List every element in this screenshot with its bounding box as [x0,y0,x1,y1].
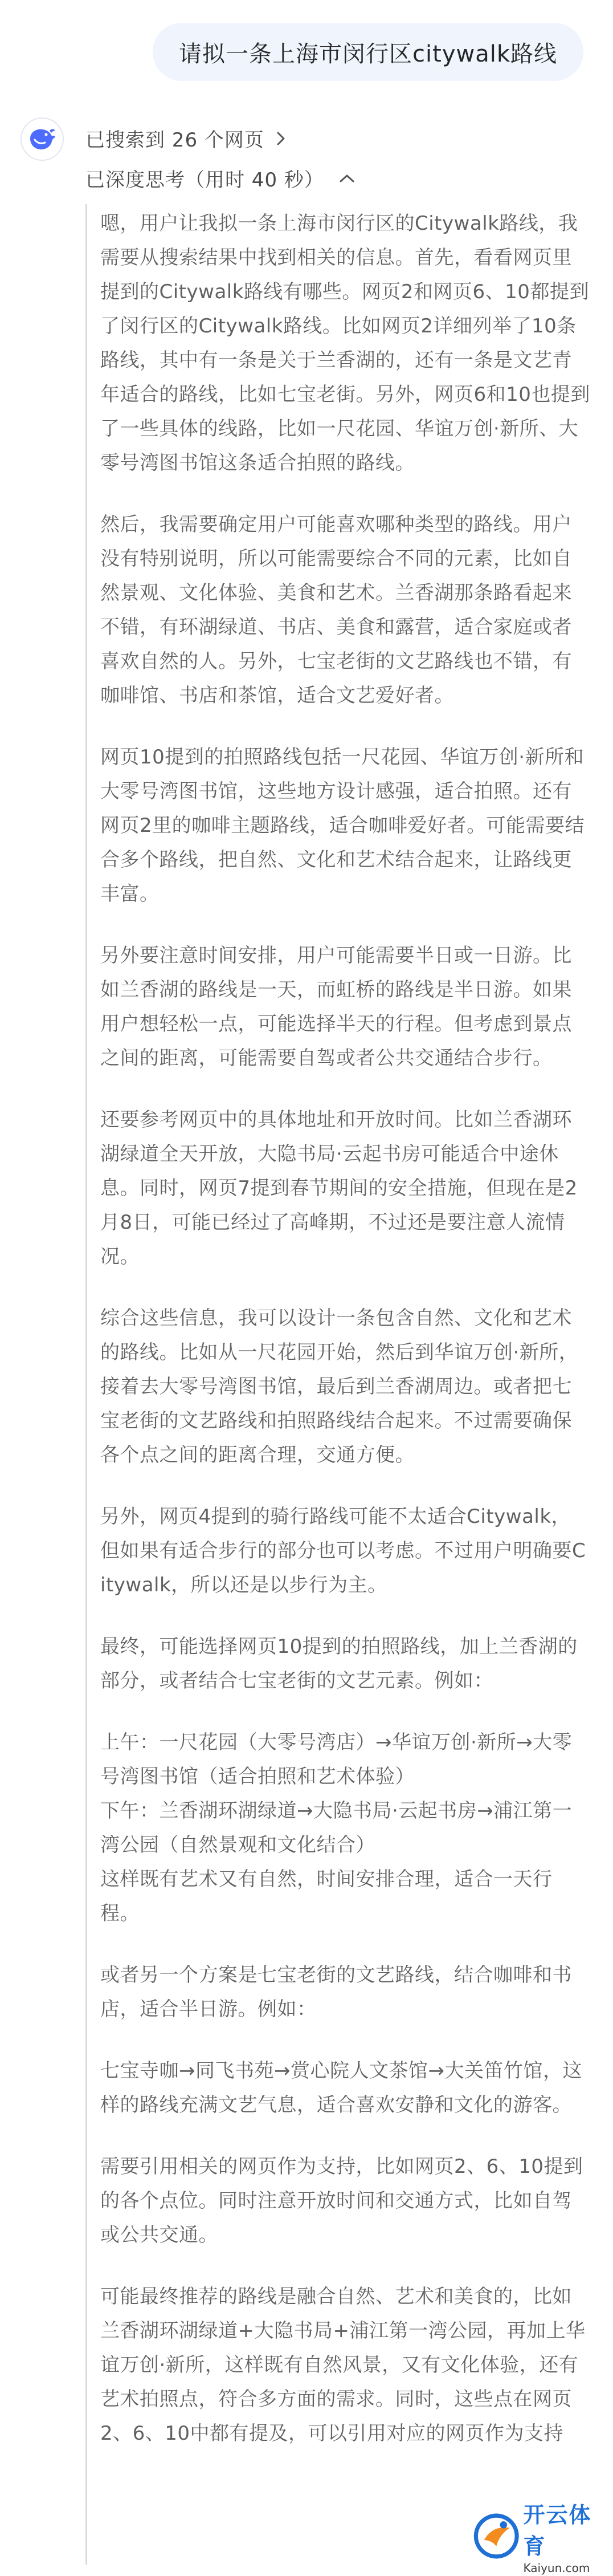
thinking-paragraph: 上午：一尺花园（大零号湾店）→华谊万创·新所→大零号湾图书馆（适合拍照和艺术体验） 下午：兰香湖环湖绿道→大隐书局·云起书房→浦江第一湾公园（自然景观和文化结合） 这样既有艺术又有自然，时间安排合理，适合一天行程。 [100,1731,573,1925]
thinking-paragraph: 可能最终推荐的路线是融合自然、艺术和美食的，比如兰香湖环湖绿道+大隐书局+浦江第一湾公园，再加上华谊万创·新所，这样既有自然风景，又有文化体验，还有艺术拍照点，符合多方面的需求。同时，这些点在网页2、6、10中都有提及，可以引用对应的网页作为支持 [100,2285,586,2445]
thinking-paragraph: 最终，可能选择网页10提到的拍照路线，加上兰香湖的部分，或者结合七宝老街的文艺元素。例如： [100,1635,578,1692]
chevron-up-icon [338,172,356,185]
thinking-paragraph: 七宝寺咖→同飞书苑→赏心院人文茶馆→大关笛竹馆，这样的路线充满文艺气息，适合喜欢安静和文化的游客。 [100,2059,582,2116]
thinking-paragraph: 综合这些信息，我可以设计一条包含自然、文化和艺术的路线。比如从一尺花园开始，然后到华谊万创·新所，接着去大零号湾图书馆，最后到兰香湖周边。或者把七宝老街的文艺路线和拍照路线结合起来。不过需要确保各个点之间的距离合理，交通方便。 [100,1307,579,1466]
deepseek-avatar [21,117,64,161]
thinking-paragraph: 网页10提到的拍照路线包括一尺花园、华谊万创·新所和大零号湾图书馆，这些地方设计感强，适合拍照。还有网页2里的咖啡主题路线，适合咖啡爱好者。可能需要结合多个路线，把自然、文化和艺术结合起来，让路线更丰富。 [100,746,585,905]
watermark-subtitle: Kaiyun.com [523,2561,590,2575]
deepseek-whale-icon [27,124,58,155]
search-results-toggle[interactable] [85,124,287,152]
thinking-status-text: 已深度思考（用时 40 秒） [85,169,324,192]
user-message-bubble [153,23,583,81]
user-message-text: 请拟一条上海市闵行区citywalk路线 [179,40,557,67]
thinking-content [100,206,590,2478]
watermark-title: 开云体育 [523,2502,592,2559]
thinking-paragraph: 需要引用相关的网页作为支持，比如网页2、6、10提到的各个点位。同时注意开放时间和交通方式，比如自驾或公共交通。 [100,2155,583,2246]
thinking-paragraph: 还要参考网页中的具体地址和开放时间。比如兰香湖环湖绿道全天开放，大隐书局·云起书房可能适合中途休息。同时，网页7提到春节期间的安全措施，但现在是2月8日，可能已经过了高峰期，不过还是要注意人流情况。 [100,1108,578,1268]
watermark-logo [473,2502,605,2575]
thinking-paragraph: 然后，我需要确定用户可能喜欢哪种类型的路线。用户没有特别说明，所以可能需要综合不同的元素，比如自然景观、文化体验、美食和艺术。兰香湖那条路看起来不错，有环湖绿道、书店、美食和露营，适合家庭或者喜欢自然的人。另外，七宝老街的文艺路线也不错，有咖啡馆、书店和茶馆，适合文艺爱好者。 [100,513,572,707]
kaiyun-logo-icon [473,2510,520,2562]
thinking-paragraph: 或者另一个方案是七宝老街的文艺路线，结合咖啡和书店，适合半日游。例如： [100,1964,572,2021]
search-status-text: 已搜索到 26 个网页 [85,129,264,152]
thinking-paragraph: 另外，网页4提到的骑行路线可能不太适合Citywalk，但如果有适合步行的部分也可以考虑。不过用户明确要Citywalk，所以还是以步行为主。 [100,1505,586,1596]
thinking-toggle[interactable] [85,164,356,192]
thinking-paragraph: 另外要注意时间安排，用户可能需要半日或一日游。比如兰香湖的路线是一天，而虹桥的路线是半日游。如果用户想轻松一点，可能选择半天的行程。但考虑到景点之间的距离，可能需要自驾或者公共交通结合步行。 [100,944,572,1070]
thinking-paragraph: 嗯，用户让我拟一条上海市闵行区的Citywalk路线，我需要从搜索结果中找到相关的信息。首先，看看网页里提到的Citywalk路线有哪些。网页2和网页6、10都提到了闵行区的Citywalk路线。比如网页2详细列举了10条路线，其中有一条是关于兰香湖的，还有一条是文艺青年适合的路线，比如七宝老街。另外，网页6和10也提到了一些具体的线路，比如一尺花园、华谊万创·新所、大零号湾图书馆这条适合拍照的路线。 [100,212,590,474]
chevron-right-icon [275,130,287,147]
